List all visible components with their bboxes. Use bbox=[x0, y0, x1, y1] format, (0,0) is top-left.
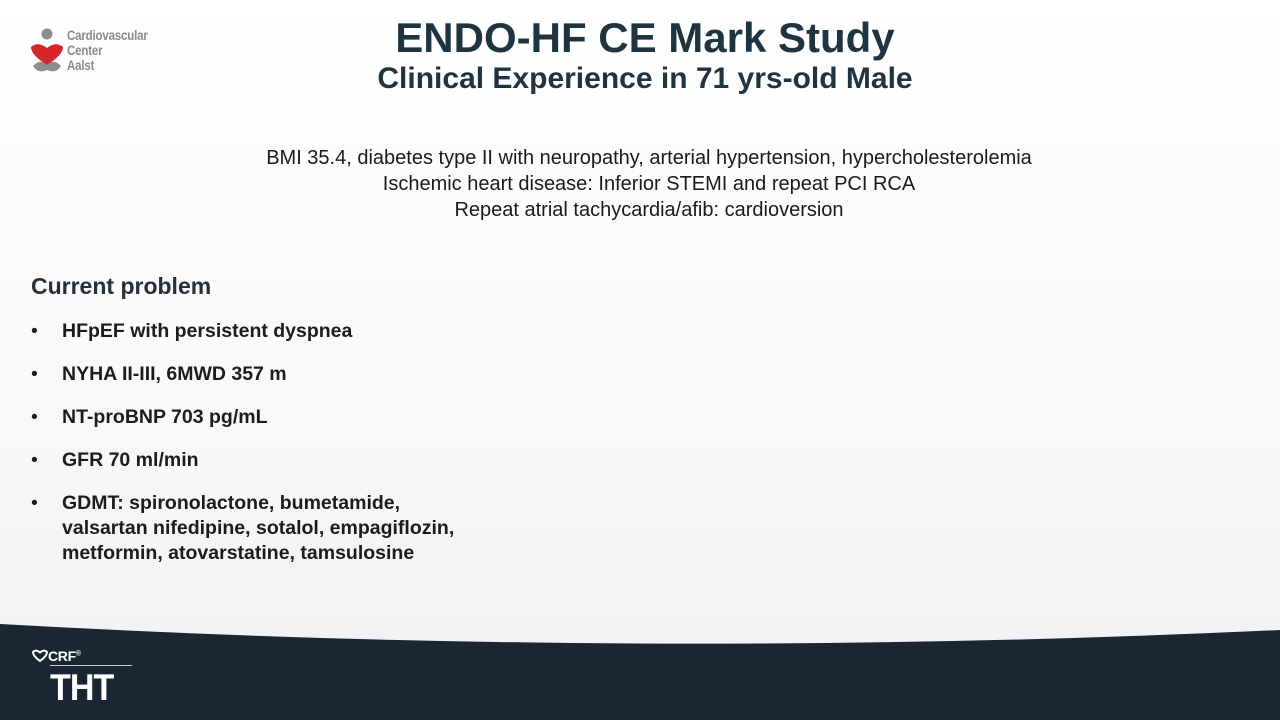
list-item-text: NYHA II-III, 6MWD 357 m bbox=[62, 363, 287, 385]
current-problem-heading: Current problem bbox=[31, 273, 212, 299]
logo-line: Center bbox=[67, 42, 103, 58]
logo-line: Aalst bbox=[67, 57, 95, 73]
footer-band bbox=[0, 610, 1280, 720]
bullet-icon: • bbox=[31, 492, 38, 514]
crf-logo bbox=[32, 648, 81, 664]
crf-heart-icon bbox=[32, 649, 48, 662]
slide-subtitle: Clinical Experience in 71 yrs-old Male bbox=[377, 62, 913, 95]
current-problem-list bbox=[31, 319, 491, 584]
list-item-text: HFpEF with persistent dyspnea bbox=[62, 320, 353, 342]
bullet-icon: • bbox=[31, 320, 38, 342]
patient-history bbox=[0, 145, 1280, 223]
list-item-text: GDMT: spironolactone, bumetamide, valsartan nifedipine, sotalol, empagiflozin, metformin, atovarstatine, tamsulosine bbox=[62, 492, 455, 564]
bullet-icon: • bbox=[31, 363, 38, 385]
logo-line: Cardiovascular bbox=[67, 27, 148, 43]
crf-registered-mark: ® bbox=[75, 650, 81, 658]
list-item bbox=[31, 405, 491, 430]
history-line: Ischemic heart disease: Inferior STEMI and repeat PCI RCA bbox=[382, 173, 916, 195]
footer-divider bbox=[50, 665, 132, 666]
history-line: BMI 35.4, diabetes type II with neuropathy, arterial hypertension, hypercholesterolemia bbox=[266, 147, 1032, 169]
list-item bbox=[31, 362, 491, 387]
list-item-text: GFR 70 ml/min bbox=[62, 449, 199, 471]
list-item bbox=[31, 319, 491, 344]
tht-logo: THT bbox=[50, 667, 114, 708]
bullet-icon: • bbox=[31, 449, 38, 471]
list-item bbox=[31, 448, 491, 473]
slide-title: ENDO-HF CE Mark Study bbox=[395, 14, 895, 61]
bullet-icon: • bbox=[31, 406, 38, 428]
crf-label: CRF bbox=[48, 648, 76, 664]
list-item-text: NT-proBNP 703 pg/mL bbox=[62, 406, 268, 428]
list-item bbox=[31, 491, 491, 566]
history-line: Repeat atrial tachycardia/afib: cardioversion bbox=[454, 199, 844, 221]
